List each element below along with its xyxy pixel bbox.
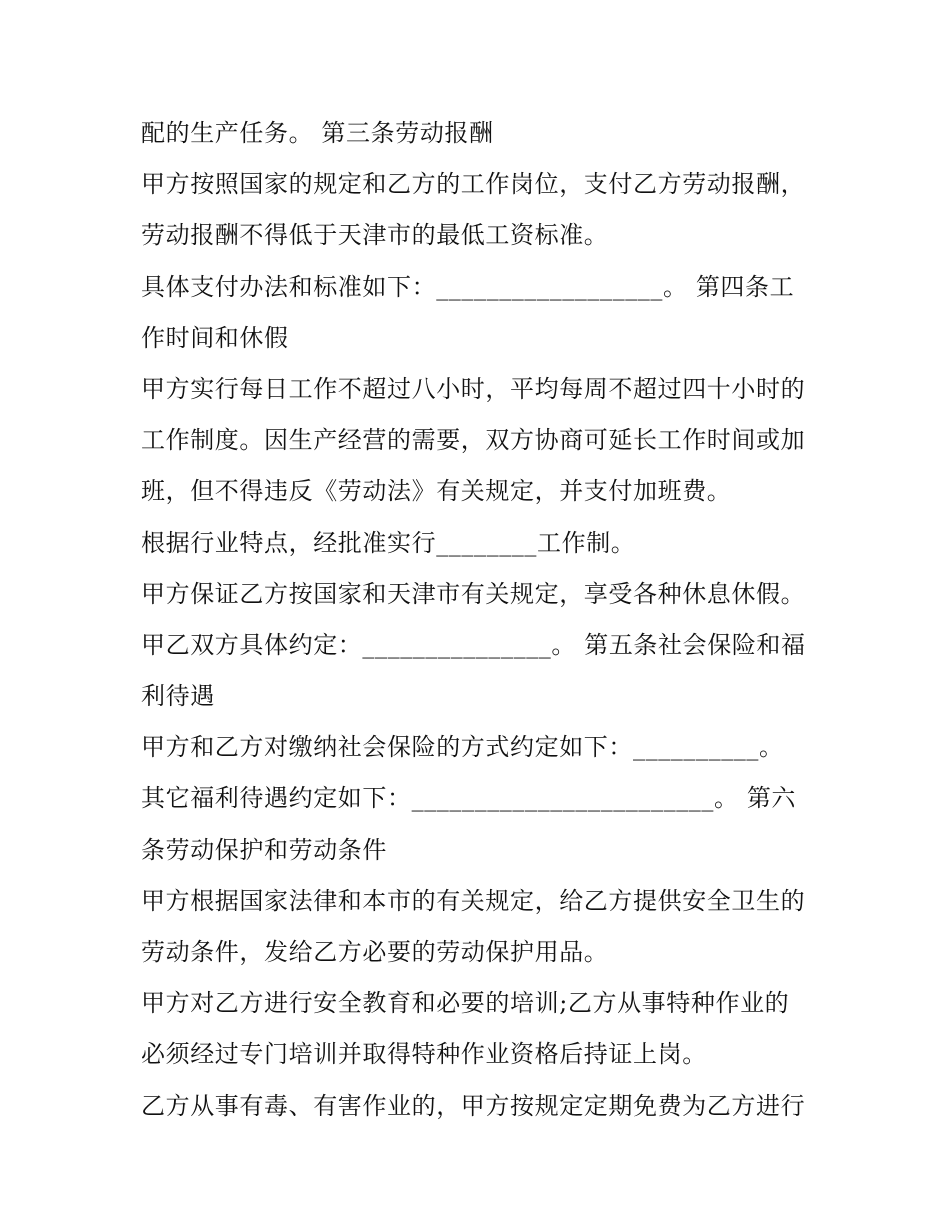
text-line: 甲方和乙方对缴纳社会保险的方式约定如下：__________。 <box>141 733 784 762</box>
text-line: 甲方保证乙方按国家和天津市有关规定，享受各种休息休假。 <box>141 579 806 608</box>
text-line: 劳动条件，发给乙方必要的劳动保护用品。 <box>141 938 609 966</box>
text-line: 作时间和休假 <box>141 323 289 352</box>
contract-text <box>141 108 821 1132</box>
text-line: 甲方按照国家的规定和乙方的工作岗位，支付乙方劳动报酬， <box>141 170 806 199</box>
text-line: 条劳动保护和劳动条件 <box>141 835 387 864</box>
text-line: 配的生产任务。 第三条劳动报酬 <box>141 119 494 147</box>
text-line: 甲乙双方具体约定：_______________。 第五条社会保险和福 <box>141 630 806 659</box>
text-line: 根据行业特点，经批准实行________工作制。 <box>141 528 636 557</box>
text-line: 班，但不得违反《劳动法》有关规定，并支付加班费。 <box>141 477 732 506</box>
text-line: 甲方根据国家法律和本市的有关规定，给乙方提供安全卫生的 <box>141 886 806 915</box>
text-line: 甲方实行每日工作不超过八小时，平均每周不超过四十小时的 <box>141 374 806 403</box>
text-line: 乙方从事有毒、有害作业的，甲方按规定定期免费为乙方进行 <box>141 1091 806 1120</box>
text-line: 劳动报酬不得低于天津市的最低工资标准。 <box>141 221 609 250</box>
text-line: 利待遇 <box>141 682 215 711</box>
text-line: 具体支付办法和标准如下：__________________。 第四条工 <box>141 272 795 301</box>
text-line: 工作制度。因生产经营的需要，双方协商可延长工作时间或加 <box>141 426 806 455</box>
text-line: 甲方对乙方进行安全教育和必要的培训;乙方从事特种作业的 <box>141 989 790 1018</box>
text-line: 必须经过专门培训并取得特种作业资格后持证上岗。 <box>141 1040 707 1069</box>
text-line: 其它福利待遇约定如下：________________________。 第六 <box>141 784 797 813</box>
